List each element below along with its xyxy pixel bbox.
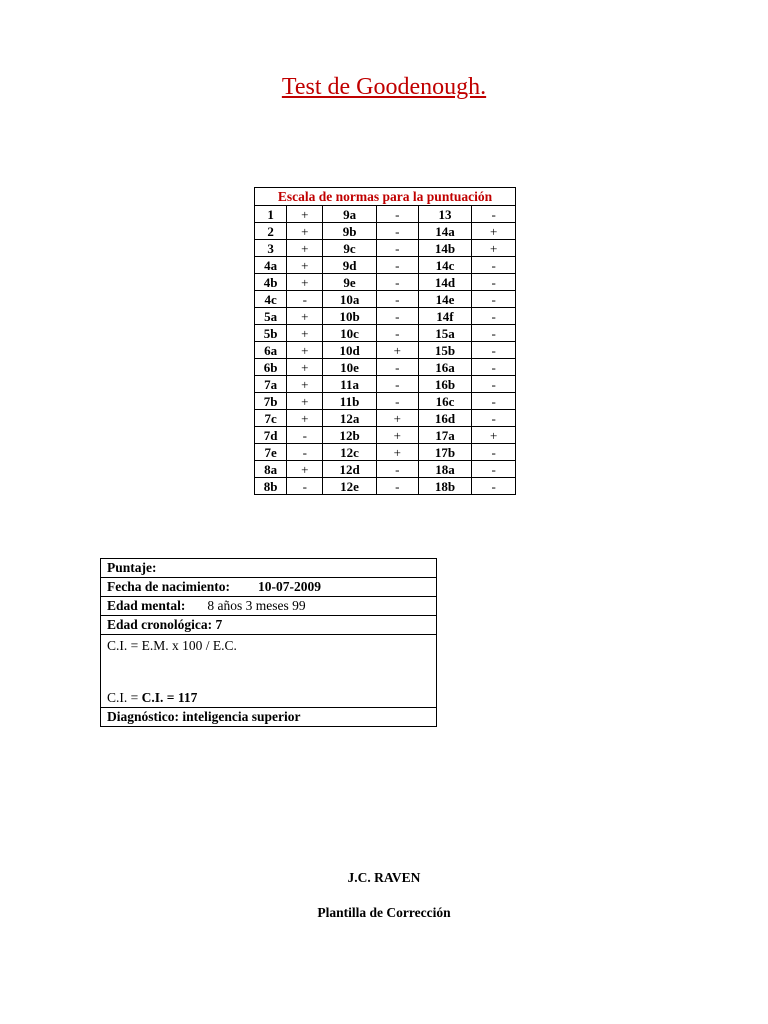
norms-item-cell: 7d: [255, 427, 287, 444]
norms-table-row: [255, 461, 516, 478]
norms-sign-cell: +: [287, 274, 323, 291]
norms-sign-cell: +: [472, 223, 516, 240]
norms-item-cell: 12a: [323, 410, 377, 427]
norms-item-cell: 16c: [418, 393, 472, 410]
norms-table-row: [255, 291, 516, 308]
ci-result: [107, 689, 197, 706]
norms-table-row: [255, 410, 516, 427]
footer-author: J.C. RAVEN: [347, 870, 421, 885]
edad-mental-cell: [101, 597, 437, 616]
norms-sign-cell: -: [472, 478, 516, 495]
norms-item-cell: 18b: [418, 478, 472, 495]
edad-mental-row: [101, 597, 437, 616]
norms-table-row: [255, 223, 516, 240]
norms-sign-cell: -: [472, 410, 516, 427]
norms-sign-cell: +: [287, 359, 323, 376]
footer-subtitle: Plantilla de Corrección: [317, 905, 451, 920]
ci-row: [101, 635, 437, 708]
norms-sign-cell: -: [376, 376, 418, 393]
norms-sign-cell: +: [287, 257, 323, 274]
norms-sign-cell: +: [472, 427, 516, 444]
norms-sign-cell: -: [287, 478, 323, 495]
results-table: [100, 558, 437, 727]
norms-table-header-row: [255, 188, 516, 206]
norms-table-header: Escala de normas para la puntuación: [255, 188, 516, 206]
norms-item-cell: 10a: [323, 291, 377, 308]
norms-sign-cell: +: [472, 240, 516, 257]
norms-item-cell: 1: [255, 206, 287, 223]
norms-sign-cell: -: [376, 257, 418, 274]
norms-table-row: [255, 240, 516, 257]
norms-item-cell: 12b: [323, 427, 377, 444]
norms-item-cell: 7c: [255, 410, 287, 427]
norms-sign-cell: -: [472, 257, 516, 274]
norms-item-cell: 14d: [418, 274, 472, 291]
norms-sign-cell: -: [472, 376, 516, 393]
norms-item-cell: 12d: [323, 461, 377, 478]
norms-item-cell: 9e: [323, 274, 377, 291]
norms-item-cell: 11a: [323, 376, 377, 393]
norms-sign-cell: -: [376, 325, 418, 342]
norms-item-cell: 15b: [418, 342, 472, 359]
ci-result-prefix: C.I. =: [107, 690, 142, 705]
norms-item-cell: 7b: [255, 393, 287, 410]
norms-sign-cell: -: [472, 274, 516, 291]
norms-item-cell: 17b: [418, 444, 472, 461]
norms-sign-cell: -: [472, 359, 516, 376]
diagnostico-row: [101, 708, 437, 727]
norms-sign-cell: -: [472, 291, 516, 308]
norms-table-row: [255, 274, 516, 291]
edad-mental-value: 8 años 3 meses 99: [207, 598, 306, 613]
puntaje-label: Puntaje:: [101, 559, 437, 578]
norms-item-cell: 10b: [323, 308, 377, 325]
norms-item-cell: 13: [418, 206, 472, 223]
fecha-cell: [101, 578, 437, 597]
norms-sign-cell: +: [287, 410, 323, 427]
norms-item-cell: 11b: [323, 393, 377, 410]
norms-item-cell: 7e: [255, 444, 287, 461]
norms-item-cell: 10d: [323, 342, 377, 359]
norms-sign-cell: +: [287, 240, 323, 257]
norms-table-row: [255, 376, 516, 393]
norms-item-cell: 18a: [418, 461, 472, 478]
norms-table-row: [255, 325, 516, 342]
norms-sign-cell: -: [376, 274, 418, 291]
norms-sign-cell: -: [472, 393, 516, 410]
norms-item-cell: 2: [255, 223, 287, 240]
norms-item-cell: 5a: [255, 308, 287, 325]
norms-item-cell: 16d: [418, 410, 472, 427]
norms-item-cell: 7a: [255, 376, 287, 393]
norms-item-cell: 14e: [418, 291, 472, 308]
norms-item-cell: 15a: [418, 325, 472, 342]
norms-sign-cell: -: [287, 427, 323, 444]
puntaje-row: [101, 559, 437, 578]
document-title: Test de Goodenough.: [281, 74, 487, 100]
norms-table-row: [255, 257, 516, 274]
norms-sign-cell: +: [287, 342, 323, 359]
norms-sign-cell: +: [376, 410, 418, 427]
edad-crono-row: [101, 616, 437, 635]
norms-item-cell: 4a: [255, 257, 287, 274]
norms-table-row: [255, 359, 516, 376]
norms-item-cell: 17a: [418, 427, 472, 444]
norms-item-cell: 10e: [323, 359, 377, 376]
norms-item-cell: 9b: [323, 223, 377, 240]
norms-sign-cell: -: [376, 478, 418, 495]
norms-sign-cell: -: [472, 444, 516, 461]
norms-sign-cell: -: [376, 206, 418, 223]
norms-item-cell: 9a: [323, 206, 377, 223]
norms-table-row: [255, 478, 516, 495]
norms-item-cell: 12e: [323, 478, 377, 495]
fecha-row: [101, 578, 437, 597]
ci-formula: C.I. = E.M. x 100 / E.C.: [107, 638, 237, 653]
norms-item-cell: 8a: [255, 461, 287, 478]
norms-item-cell: 14f: [418, 308, 472, 325]
norms-sign-cell: -: [376, 461, 418, 478]
norms-item-cell: 12c: [323, 444, 377, 461]
norms-sign-cell: -: [472, 206, 516, 223]
edad-crono-label: Edad cronológica:: [107, 617, 213, 632]
norms-sign-cell: +: [376, 427, 418, 444]
norms-sign-cell: -: [472, 308, 516, 325]
norms-table: [254, 187, 516, 495]
norms-table-row: [255, 206, 516, 223]
norms-sign-cell: -: [472, 461, 516, 478]
norms-sign-cell: -: [376, 393, 418, 410]
norms-table-body: [255, 206, 516, 495]
norms-item-cell: 6b: [255, 359, 287, 376]
norms-sign-cell: -: [376, 223, 418, 240]
norms-sign-cell: -: [376, 308, 418, 325]
norms-sign-cell: -: [287, 291, 323, 308]
ci-cell: [101, 635, 437, 708]
norms-item-cell: 16a: [418, 359, 472, 376]
norms-sign-cell: -: [376, 359, 418, 376]
diagnostico-cell: Diagnóstico: inteligencia superior: [101, 708, 437, 727]
edad-crono-value: 7: [215, 617, 223, 632]
edad-crono-cell: [101, 616, 437, 635]
norms-item-cell: 14b: [418, 240, 472, 257]
norms-sign-cell: -: [472, 342, 516, 359]
norms-item-cell: 3: [255, 240, 287, 257]
edad-mental-label: Edad mental:: [107, 598, 186, 613]
norms-sign-cell: -: [376, 240, 418, 257]
norms-item-cell: 6a: [255, 342, 287, 359]
norms-item-cell: 9c: [323, 240, 377, 257]
norms-item-cell: 5b: [255, 325, 287, 342]
norms-sign-cell: +: [287, 206, 323, 223]
fecha-value: 10-07-2009: [257, 579, 321, 594]
norms-item-cell: 8b: [255, 478, 287, 495]
norms-sign-cell: +: [287, 376, 323, 393]
norms-sign-cell: +: [287, 393, 323, 410]
norms-sign-cell: -: [287, 444, 323, 461]
norms-item-cell: 4b: [255, 274, 287, 291]
norms-item-cell: 14a: [418, 223, 472, 240]
fecha-label: Fecha de nacimiento:: [107, 579, 230, 594]
norms-table-row: [255, 444, 516, 461]
ci-result-value: C.I. = 117: [141, 690, 198, 705]
norms-sign-cell: +: [287, 325, 323, 342]
norms-item-cell: 14c: [418, 257, 472, 274]
norms-item-cell: 4c: [255, 291, 287, 308]
norms-item-cell: 9d: [323, 257, 377, 274]
norms-sign-cell: +: [287, 461, 323, 478]
norms-table-row: [255, 427, 516, 444]
norms-sign-cell: +: [376, 444, 418, 461]
norms-sign-cell: +: [376, 342, 418, 359]
norms-table-row: [255, 308, 516, 325]
norms-table-row: [255, 342, 516, 359]
norms-item-cell: 10c: [323, 325, 377, 342]
norms-sign-cell: +: [287, 223, 323, 240]
norms-item-cell: 16b: [418, 376, 472, 393]
norms-sign-cell: -: [472, 325, 516, 342]
norms-table-row: [255, 393, 516, 410]
norms-sign-cell: -: [376, 291, 418, 308]
norms-sign-cell: +: [287, 308, 323, 325]
